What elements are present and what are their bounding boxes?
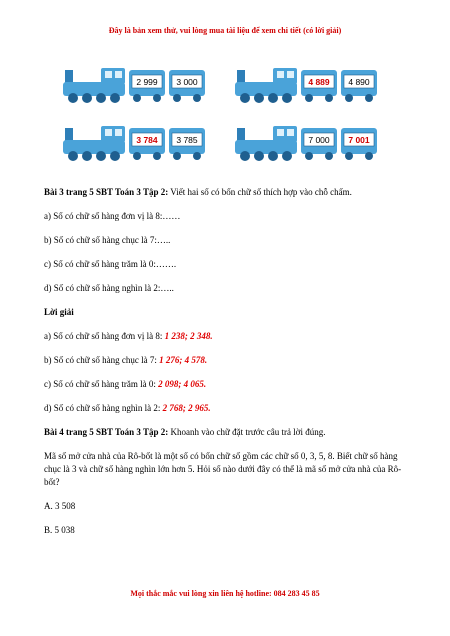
chimney bbox=[237, 70, 245, 84]
answer-b bbox=[44, 354, 409, 367]
wheel bbox=[305, 94, 313, 102]
wheel bbox=[365, 94, 373, 102]
train-3 bbox=[63, 126, 205, 161]
train-2 bbox=[235, 68, 377, 103]
train-4 bbox=[235, 126, 377, 161]
chimney bbox=[65, 70, 73, 84]
wheel bbox=[365, 152, 373, 160]
wheel bbox=[133, 152, 141, 160]
bai3-question-c: c) Số có chữ số hàng trăm là 0:……. bbox=[44, 259, 177, 269]
chimney bbox=[237, 128, 245, 142]
wheel bbox=[153, 94, 161, 102]
cab-window bbox=[287, 71, 294, 78]
cab-window bbox=[105, 71, 112, 78]
answer-d-value: 2 768; 2 965. bbox=[162, 403, 211, 413]
answer-a-value: 1 238; 2 348. bbox=[164, 331, 213, 341]
train-number: 4 889 bbox=[308, 77, 330, 87]
wheel bbox=[82, 151, 92, 161]
wheel bbox=[254, 93, 264, 103]
answer-d bbox=[44, 402, 409, 415]
answer-c-text: c) Số có chữ số hàng trăm là 0: bbox=[44, 379, 159, 389]
wheel bbox=[325, 94, 333, 102]
wheel bbox=[254, 151, 264, 161]
answer-a bbox=[44, 330, 409, 343]
wheel bbox=[240, 151, 250, 161]
train-number: 3 000 bbox=[176, 77, 198, 87]
wheel bbox=[153, 152, 161, 160]
cab-window bbox=[115, 71, 122, 78]
bai4-option-b: B. 5 038 bbox=[44, 525, 75, 535]
cab-window bbox=[105, 129, 112, 136]
bai3-question-a: a) Số có chữ số hàng đơn vị là 8:…… bbox=[44, 211, 181, 221]
cab-window bbox=[287, 129, 294, 136]
wheel bbox=[193, 152, 201, 160]
trains-figure bbox=[0, 58, 450, 168]
bai3-title: Bài 3 trang 5 SBT Toán 3 Tập 2: bbox=[44, 187, 169, 197]
train-number: 4 890 bbox=[348, 77, 370, 87]
train-number: 7 000 bbox=[308, 135, 330, 145]
wheel bbox=[68, 93, 78, 103]
train-number: 7 001 bbox=[348, 135, 370, 145]
bai4-heading bbox=[44, 426, 409, 439]
bai4-prompt: Khoanh vào chữ đặt trước câu trả lời đúng. bbox=[168, 427, 326, 437]
hotline-notice: Mọi thắc mắc vui lòng xin liên hệ hotline: 084 283 45 85 bbox=[130, 589, 320, 598]
wheel bbox=[82, 93, 92, 103]
wheel bbox=[173, 152, 181, 160]
wheel bbox=[240, 93, 250, 103]
bai4-body: Mã số mở cửa nhà của Rô-bốt là một số có bốn chữ số gồm các chữ số 0, 3, 5, 8. Biết chữ số hàng chục là 3 và chữ số hàng nghìn lớn hơn 5. Hỏi số nào dưới đây có thể là mã số mở cửa nhà của Rô-bốt? bbox=[44, 451, 402, 487]
wheel bbox=[282, 93, 292, 103]
bai3-question-d: d) Số có chữ số hàng nghìn là 2:….. bbox=[44, 283, 174, 293]
wheel bbox=[305, 152, 313, 160]
wheel bbox=[193, 94, 201, 102]
wheel bbox=[268, 151, 278, 161]
answer-c-value: 2 098; 4 065. bbox=[158, 379, 207, 389]
wheel bbox=[268, 93, 278, 103]
bai4-option-a: A. 3 508 bbox=[44, 501, 76, 511]
wheel bbox=[68, 151, 78, 161]
wheel bbox=[96, 151, 106, 161]
answer-c bbox=[44, 378, 409, 391]
wheel bbox=[325, 152, 333, 160]
wheel bbox=[133, 94, 141, 102]
solution-heading: Lời giải bbox=[44, 307, 74, 317]
wheel bbox=[110, 151, 120, 161]
preview-notice: Đây là bản xem thử, vui lòng mua tài liệu để xem chi tiết (có lời giải) bbox=[108, 26, 342, 35]
wheel bbox=[345, 94, 353, 102]
answer-a-text: a) Số có chữ số hàng đơn vị là 8: bbox=[44, 331, 165, 341]
train-number: 2 999 bbox=[136, 77, 158, 87]
wheel bbox=[345, 152, 353, 160]
wheel bbox=[282, 151, 292, 161]
answer-b-value: 1 276; 4 578. bbox=[159, 355, 208, 365]
train-number: 3 784 bbox=[136, 135, 158, 145]
bai3-heading bbox=[44, 186, 409, 199]
document-body bbox=[44, 186, 409, 548]
train-illustrations bbox=[0, 58, 450, 168]
chimney bbox=[65, 128, 73, 142]
bai3-prompt: Viết hai số có bốn chữ số thích hợp vào chỗ chấm. bbox=[168, 187, 352, 197]
bai3-question-b: b) Số có chữ số hàng chục là 7:….. bbox=[44, 235, 171, 245]
wheel bbox=[110, 93, 120, 103]
train-number: 3 785 bbox=[176, 135, 198, 145]
cab-window bbox=[277, 129, 284, 136]
cab-window bbox=[115, 129, 122, 136]
answer-b-text: b) Số có chữ số hàng chục là 7: bbox=[44, 355, 160, 365]
answer-d-text: d) Số có chữ số hàng nghìn là 2: bbox=[44, 403, 163, 413]
wheel bbox=[173, 94, 181, 102]
wheel bbox=[96, 93, 106, 103]
cab-window bbox=[277, 71, 284, 78]
train-1 bbox=[63, 68, 205, 103]
bai4-title: Bài 4 trang 5 SBT Toán 3 Tập 2: bbox=[44, 427, 169, 437]
